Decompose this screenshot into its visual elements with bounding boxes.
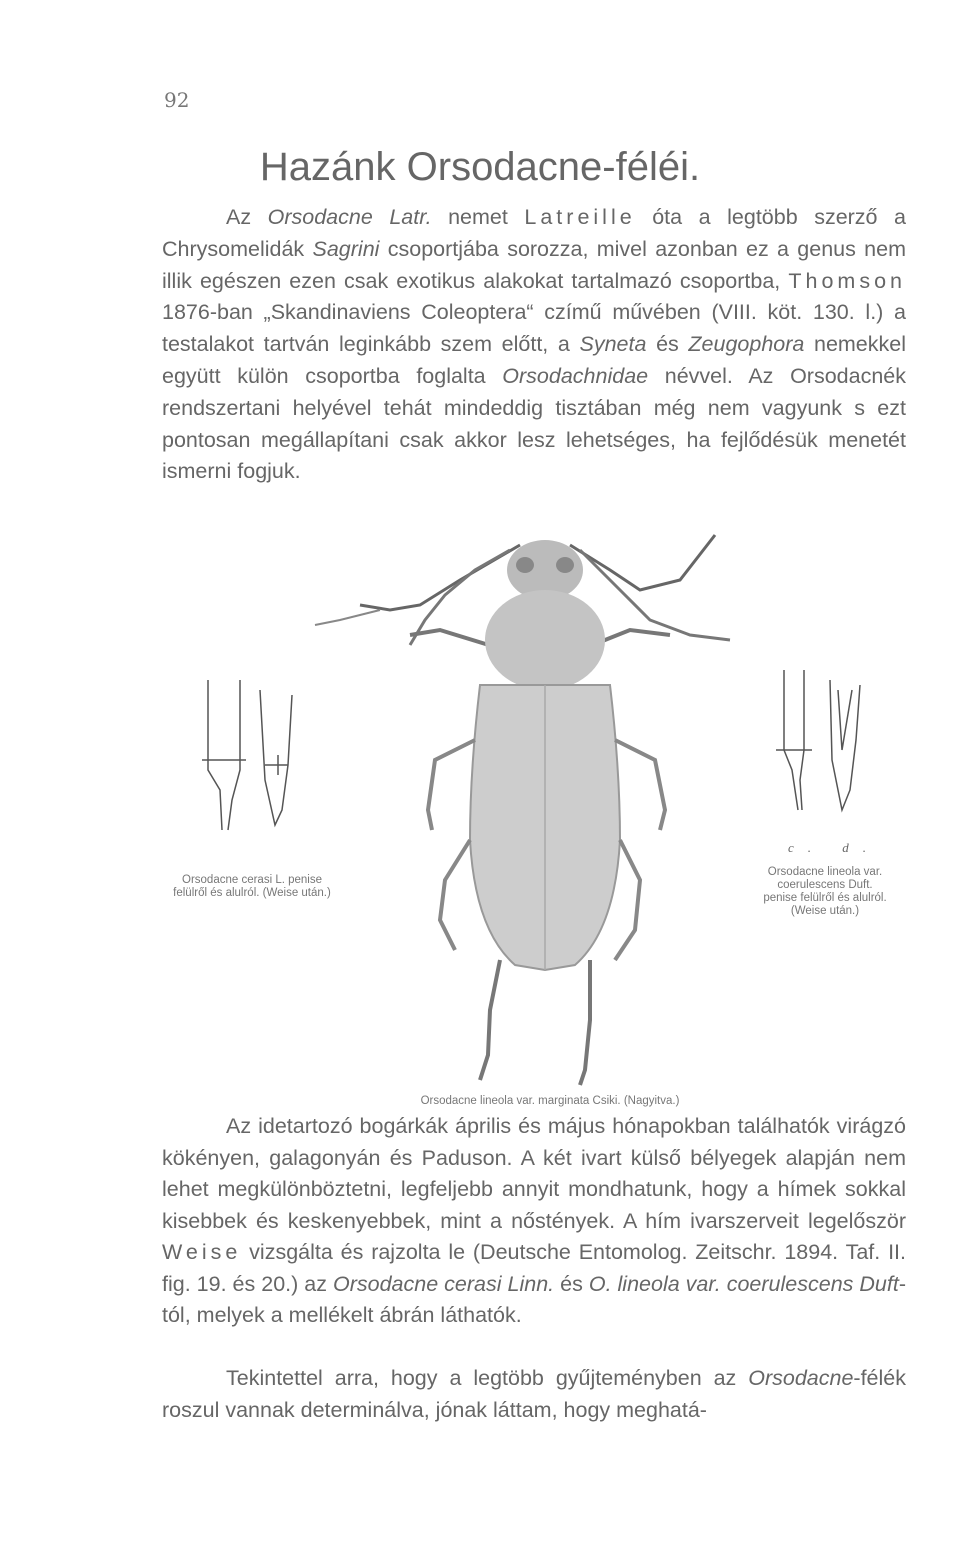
spaced-name: Weise [162,1240,242,1264]
text-run: nemet [431,205,525,229]
text-run: névvel. Az Orsodacnék rendszertani helyével tehát mindeddig tisztában még nem vagyunk s ezt pontosan megállapítani csak akkor lesz lehetséges, ha fejlődésük menetét ismerni fogjuk. [162,363,906,484]
text-run: Az idetartozó bogárkák április és május hónapokban találhatók virágzó kökényen, galagonyán és Paduson. A két ivart külső bélyegek alapján nem lehet megkülönböztetni, legfeljebb annyit mondhatunk, hogy a hímek sokkal kisebbek és keskenyebbek, mint a nőstények. A hím ivarszerveit legelőször [162,1114,906,1233]
beetle-body [315,535,730,1085]
italic-run: O. lineola var. coerulescens Duft [588,1271,899,1296]
italic-run: Syneta [579,332,647,357]
paragraph-intro [162,202,906,488]
caption-left: Orsodacne cerasi L. penise felülről és alulról. (Weise után.) [173,874,331,899]
text-run: vizsgálta és rajzolta le (Deutsche Entomolog. Zeitschr. 1894. Taf. II. fig. 19. és 20.) az [162,1240,906,1296]
page-number: 92 [164,88,190,112]
text-run: -félék roszul vannak determinálva, jónak láttam, hogy meghatá- [162,1366,906,1422]
text-run: -tól, melyek a mellékelt ábrán láthatók. [162,1271,906,1327]
caption-right: Orsodacne lineola var. coerulescens Duft. penise felülről és alulról. (Weise után.) [763,866,887,917]
caption-main: Orsodacne lineola var. marginata Csiki. (Nagyitva.) [420,1095,680,1107]
penis-drawing-left [202,680,292,830]
text-run: és [646,332,689,357]
paragraph-collections [162,1363,906,1426]
italic-run: Zeugophora [688,332,805,357]
italic-run: Orsodacne [748,1366,854,1390]
text-run: csoportjába sorozza, mivel azonban ez a genus nem illik egészen ezen csak exotikus alakokat tartalmazó csoportba, [162,236,906,293]
text-run: óta a legtöbb szerző a Chrysomelidák [162,205,907,261]
spaced-name: Latreille [524,205,636,229]
text-run: Tekintettel arra, hogy a legtöbb gyűjteményben az [226,1366,749,1390]
italic-run: Sagrini [312,236,380,261]
figure-letters: c. d. [788,840,881,855]
italic-run: Orsodacne cerasi Linn. [333,1271,555,1296]
penis-drawing-right [776,670,860,810]
italic-run: Orsodachnidae [502,363,649,388]
paragraph-habitat [162,1111,906,1332]
text-run: és [554,1271,589,1296]
text-run: Az [226,205,268,229]
text-run: nemekkel együtt külön csoportba foglalta [162,332,907,388]
beetle-figure [170,510,910,1110]
page-title: Hazánk Orsodacne-féléi. [259,145,701,189]
beetle-illustration [170,510,910,1110]
spaced-name: Thomson [788,268,906,293]
italic-run: Orsodacne Latr. [267,205,432,229]
text-run: 1876-ban „Skandinaviens Coleoptera“ czímű művében (VIII. köt. 130. l.) a testalakot tartván leginkább szem előtt, a [162,300,906,357]
